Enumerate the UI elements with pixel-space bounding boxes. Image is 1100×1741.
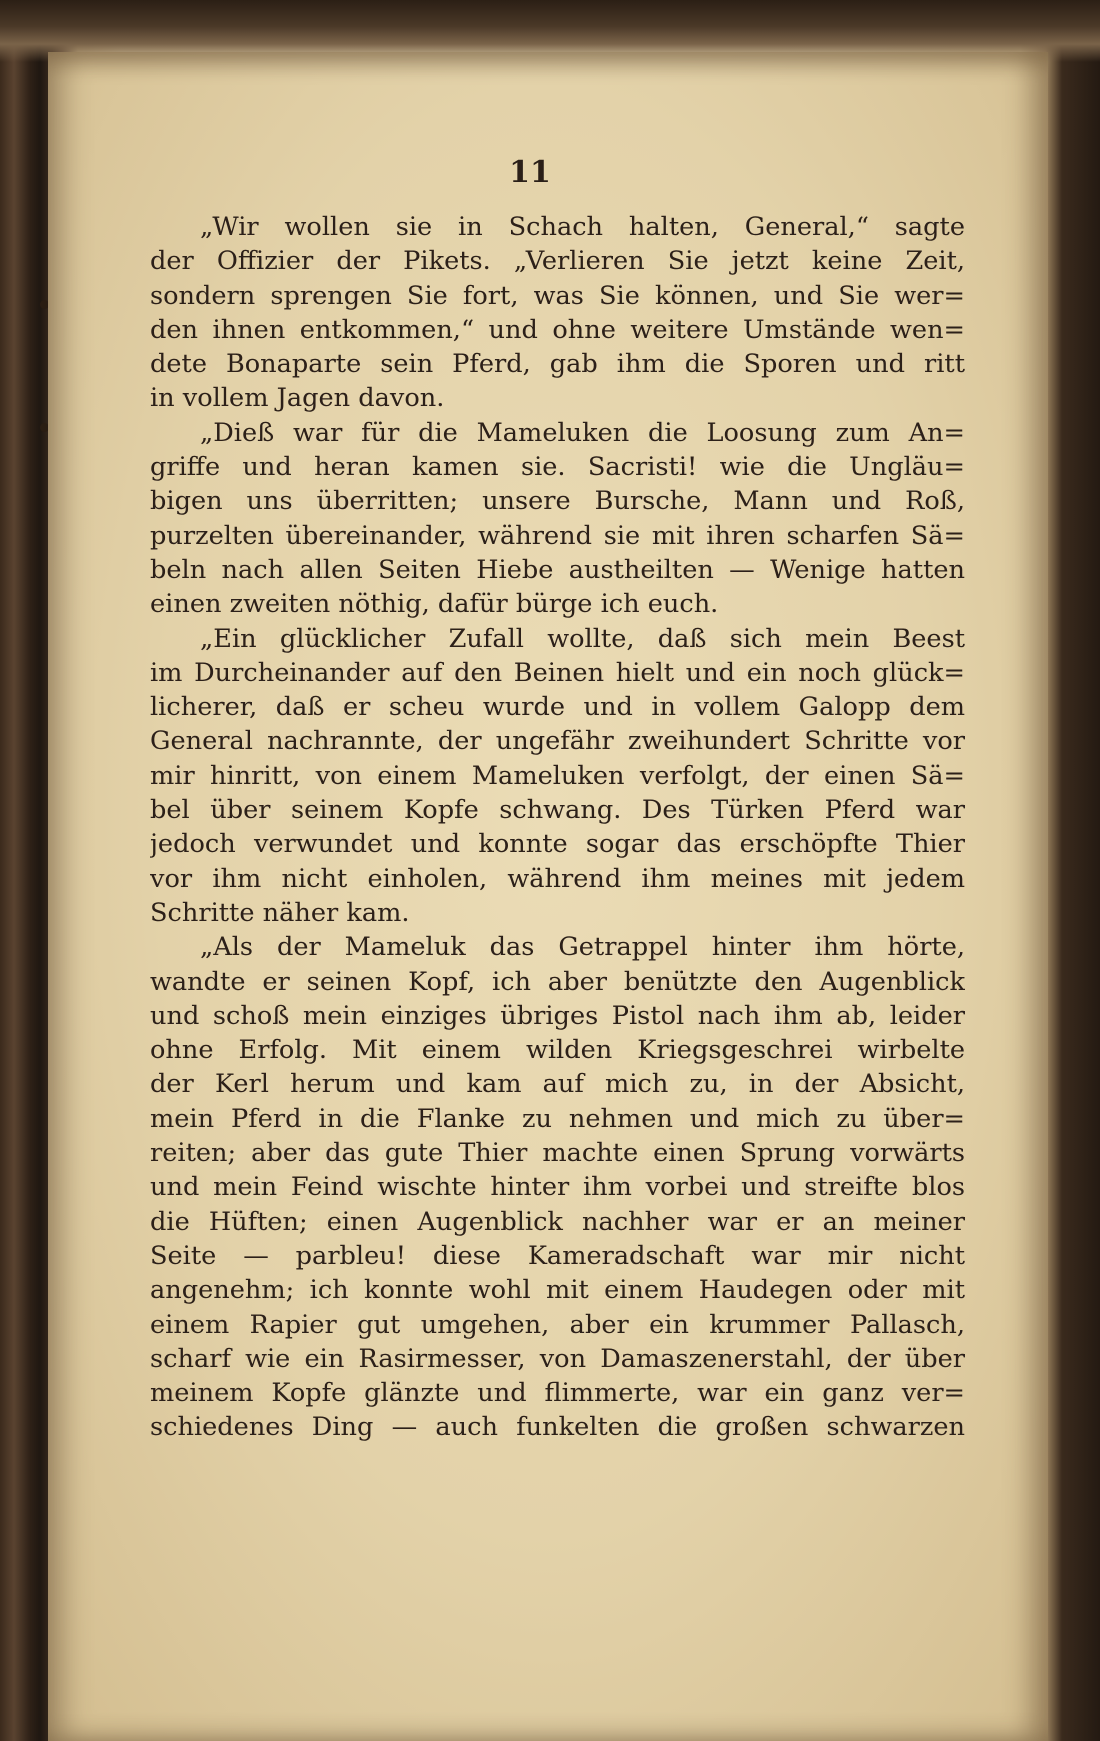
text-line: angenehm; ich konnte wohl mit einem Haudegen oder mit [150,1275,965,1306]
text-line: jedoch verwundet und konnte sogar das erschöpfte Thier [150,829,965,860]
text-line: General nachrannte, der ungefähr zweihundert Schritte vor [150,726,965,757]
page-number: 11 [509,155,551,190]
text-line: dete Bonaparte sein Pferd, gab ihm die Sporen und ritt [150,349,965,380]
text-line: „Als der Mameluk das Getrappel hinter ihm hörte, [200,932,965,963]
text-line: bigen uns überritten; unsere Bursche, Mann und Roß, [150,486,965,517]
text-line: mir hinritt, von einem Mameluken verfolgt, der einen Sä= [150,760,965,791]
text-line: schiedenes Ding — auch funkelten die großen schwarzen [150,1412,965,1443]
text-line: im Durcheinander auf den Beinen hielt und ein noch glück= [150,657,965,688]
text-line: meinem Kopfe glänzte und flimmerte, war ein ganz ver= [150,1378,965,1409]
text-line: den ihnen entkommen,“ und ohne weitere Umstände wen= [150,314,965,345]
text-line: licherer, daß er scheu wurde und in vollem Galopp dem [150,692,965,723]
text-line: und schoß mein einziges übriges Pistol nach ihm ab, leider [150,1000,965,1031]
text-line: griffe und heran kamen sie. Sacristi! wie die Ungläu= [150,452,965,483]
text-line: bel über seinem Kopfe schwang. Des Türken Pferd war [150,795,965,826]
text-line: reiten; aber das gute Thier machte einen Sprung vorwärts [150,1138,965,1169]
text-line: „Dieß war für die Mameluken die Loosung zum An= [200,417,965,448]
text-line: der Offizier der Pikets. „Verlieren Sie jetzt keine Zeit, [150,246,965,277]
text-line: „Wir wollen sie in Schach halten, General,“ sagte [200,212,965,242]
text-line: ohne Erfolg. Mit einem wilden Kriegsgeschrei wirbelte [150,1035,965,1066]
text-line: wandte er seinen Kopf, ich aber benützte den Augenblick [150,966,965,997]
text-line: Seite — parbleu! diese Kameradschaft war mir nicht [150,1240,965,1271]
text-line: sondern sprengen Sie fort, was Sie können, und Sie wer= [150,280,965,311]
text-line: in vollem Jagen davon. [150,383,445,414]
body-text [150,210,965,1445]
text-line: die Hüften; einen Augenblick nachher war er an meiner [150,1206,965,1237]
text-line: vor ihm nicht einholen, während ihm meines mit jedem [150,863,965,894]
text-line: beln nach allen Seiten Hiebe austheilten — Wenige hatten [150,554,965,585]
text-line: einem Rapier gut umgehen, aber ein krummer Pallasch, [150,1309,965,1340]
text-line: „Ein glücklicher Zufall wollte, daß sich mein Beest [200,623,965,654]
text-line: purzelten übereinander, während sie mit ihren scharfen Sä= [150,520,965,551]
text-line: Schritte näher kam. [150,897,410,928]
text-line: einen zweiten nöthig, dafür bürge ich euch. [150,589,719,620]
text-line: scharf wie ein Rasirmesser, von Damaszenerstahl, der über [150,1343,965,1374]
text-line: mein Pferd in die Flanke zu nehmen und mich zu über= [150,1103,965,1134]
text-line: der Kerl herum und kam auf mich zu, in der Absicht, [150,1069,965,1100]
text-line: und mein Feind wischte hinter ihm vorbei und streifte blos [150,1172,965,1203]
